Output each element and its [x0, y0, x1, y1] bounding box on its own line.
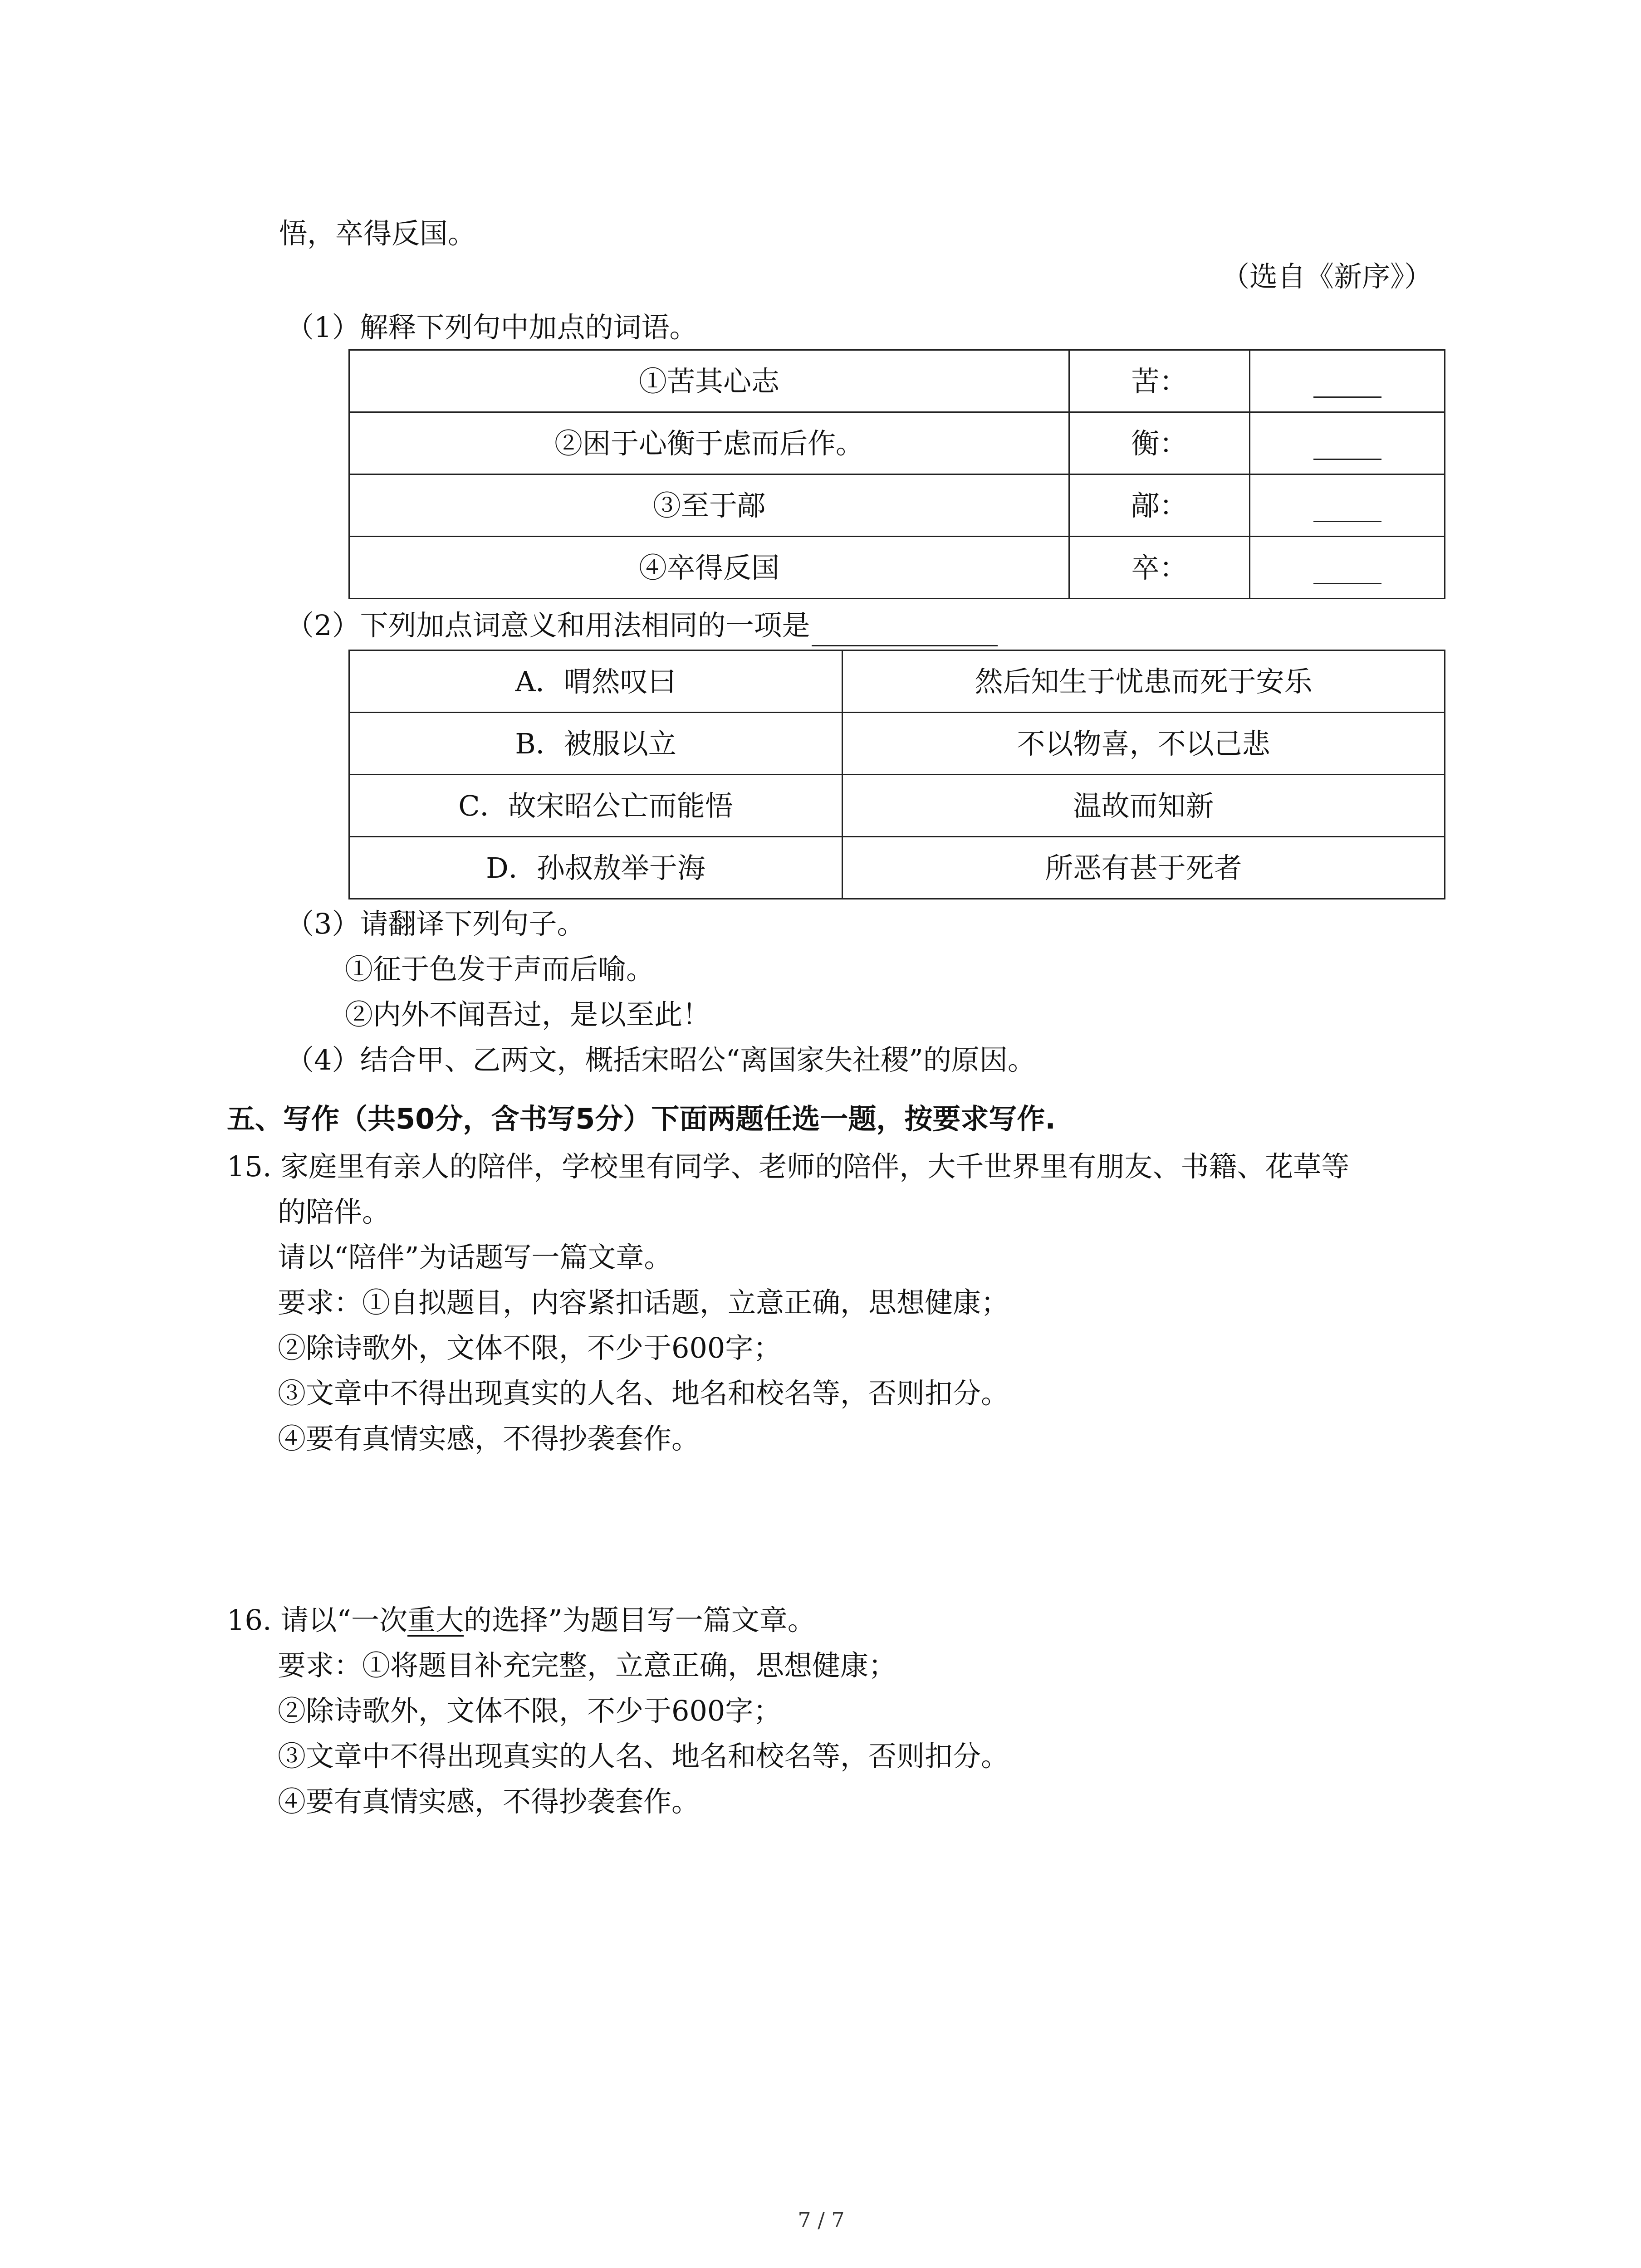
q1-row	[349, 537, 1445, 599]
q15-line: 15. 家庭里有亲人的陪伴，学校里有同学、老师的陪伴，大千世界里有朋友、书籍、花草等	[227, 1150, 1350, 1183]
q15-topic: 请以“陪伴”为话题写一篇文章。	[278, 1241, 672, 1274]
q1-answer[interactable]	[1250, 350, 1445, 412]
q3-item: ②内外不闻吾过，是以至此！	[345, 998, 711, 1031]
q2-option-row	[349, 837, 1445, 899]
q2-option-right: 不以物喜，不以己悲	[843, 713, 1445, 775]
q2-option-row	[349, 713, 1445, 775]
q1-sentence: ①苦其心志	[349, 350, 1069, 412]
q2-prompt-line	[286, 604, 998, 646]
page-number: 7 / 7	[798, 2208, 845, 2232]
q2-option-right: 所恶有甚于死者	[843, 837, 1445, 899]
q16-requirement: ④要有真情实感，不得抄袭套作。	[278, 1785, 700, 1818]
q2-option-left: B．被服以立	[349, 713, 843, 775]
q1-word: 鄗：	[1069, 474, 1250, 537]
q1-prompt: （1）解释下列句中加点的词语。	[286, 311, 698, 344]
q16-title-post: 的选择”为题目写一篇文章。	[464, 1603, 816, 1637]
q2-option-row	[349, 775, 1445, 837]
q15-requirement: ③文章中不得出现真实的人名、地名和校名等，否则扣分。	[278, 1377, 1009, 1410]
q1-sentence: ④卒得反国	[349, 537, 1069, 599]
q15-requirement: ④要有真情实感，不得抄袭套作。	[278, 1422, 700, 1455]
section-heading: 五、写作（共50分，含书写5分）下面两题任选一题，按要求写作.	[227, 1102, 1056, 1135]
q16-requirement: 要求：①将题目补充完整，立意正确，思想健康；	[278, 1649, 897, 1682]
q3-item: ①征于色发于声而后喻。	[345, 953, 655, 986]
q2-table	[348, 650, 1445, 899]
q2-prompt: （2）下列加点词意义和用法相同的一项是	[286, 609, 810, 642]
q2-answer-line[interactable]	[812, 613, 998, 646]
q16-title-emphasis: 重大	[407, 1603, 464, 1637]
answer-blank[interactable]	[1313, 556, 1381, 584]
answer-blank[interactable]	[1313, 369, 1381, 398]
q4-prompt: （4）结合甲、乙两文，概括宋昭公“离国家失社稷”的原因。	[286, 1043, 1036, 1076]
q1-sentence: ③至于鄗	[349, 474, 1069, 537]
q2-option-left: C．故宋昭公亡而能悟	[349, 775, 843, 837]
q1-row	[349, 412, 1445, 474]
q1-answer[interactable]	[1250, 412, 1445, 474]
q2-option-left: D．孙叔敖举于海	[349, 837, 843, 899]
passage-tail: 悟，卒得反国。	[279, 217, 476, 250]
q16-requirement: ③文章中不得出现真实的人名、地名和校名等，否则扣分。	[278, 1740, 1009, 1773]
q16-title-line	[227, 1599, 816, 1641]
q15-requirement: 要求：①自拟题目，内容紧扣话题，立意正确，思想健康；	[278, 1286, 1009, 1319]
q1-word: 衡：	[1069, 412, 1250, 474]
q1-row	[349, 350, 1445, 412]
q16-requirement: ②除诗歌外，文体不限，不少于600字；	[278, 1694, 782, 1727]
q3-prompt: （3）请翻译下列句子。	[286, 907, 585, 940]
q2-option-row	[349, 650, 1445, 713]
answer-blank[interactable]	[1313, 431, 1381, 460]
q1-word: 卒：	[1069, 537, 1250, 599]
q2-option-right: 然后知生于忧患而死于安乐	[843, 650, 1445, 713]
q1-word: 苦：	[1069, 350, 1250, 412]
q2-option-right: 温故而知新	[843, 775, 1445, 837]
q1-sentence: ②困于心衡于虑而后作。	[349, 412, 1069, 474]
passage-source: （选自《新序》）	[1221, 260, 1432, 293]
q15-line: 的陪伴。	[278, 1195, 391, 1228]
q2-option-left: A．喟然叹曰	[349, 650, 843, 713]
answer-blank[interactable]	[1313, 494, 1381, 522]
q1-table	[348, 349, 1445, 599]
q15-requirement: ②除诗歌外，文体不限，不少于600字；	[278, 1331, 782, 1364]
q1-answer[interactable]	[1250, 537, 1445, 599]
q1-answer[interactable]	[1250, 474, 1445, 537]
q1-row	[349, 474, 1445, 537]
q16-title-pre: 16. 请以“一次	[227, 1603, 408, 1637]
